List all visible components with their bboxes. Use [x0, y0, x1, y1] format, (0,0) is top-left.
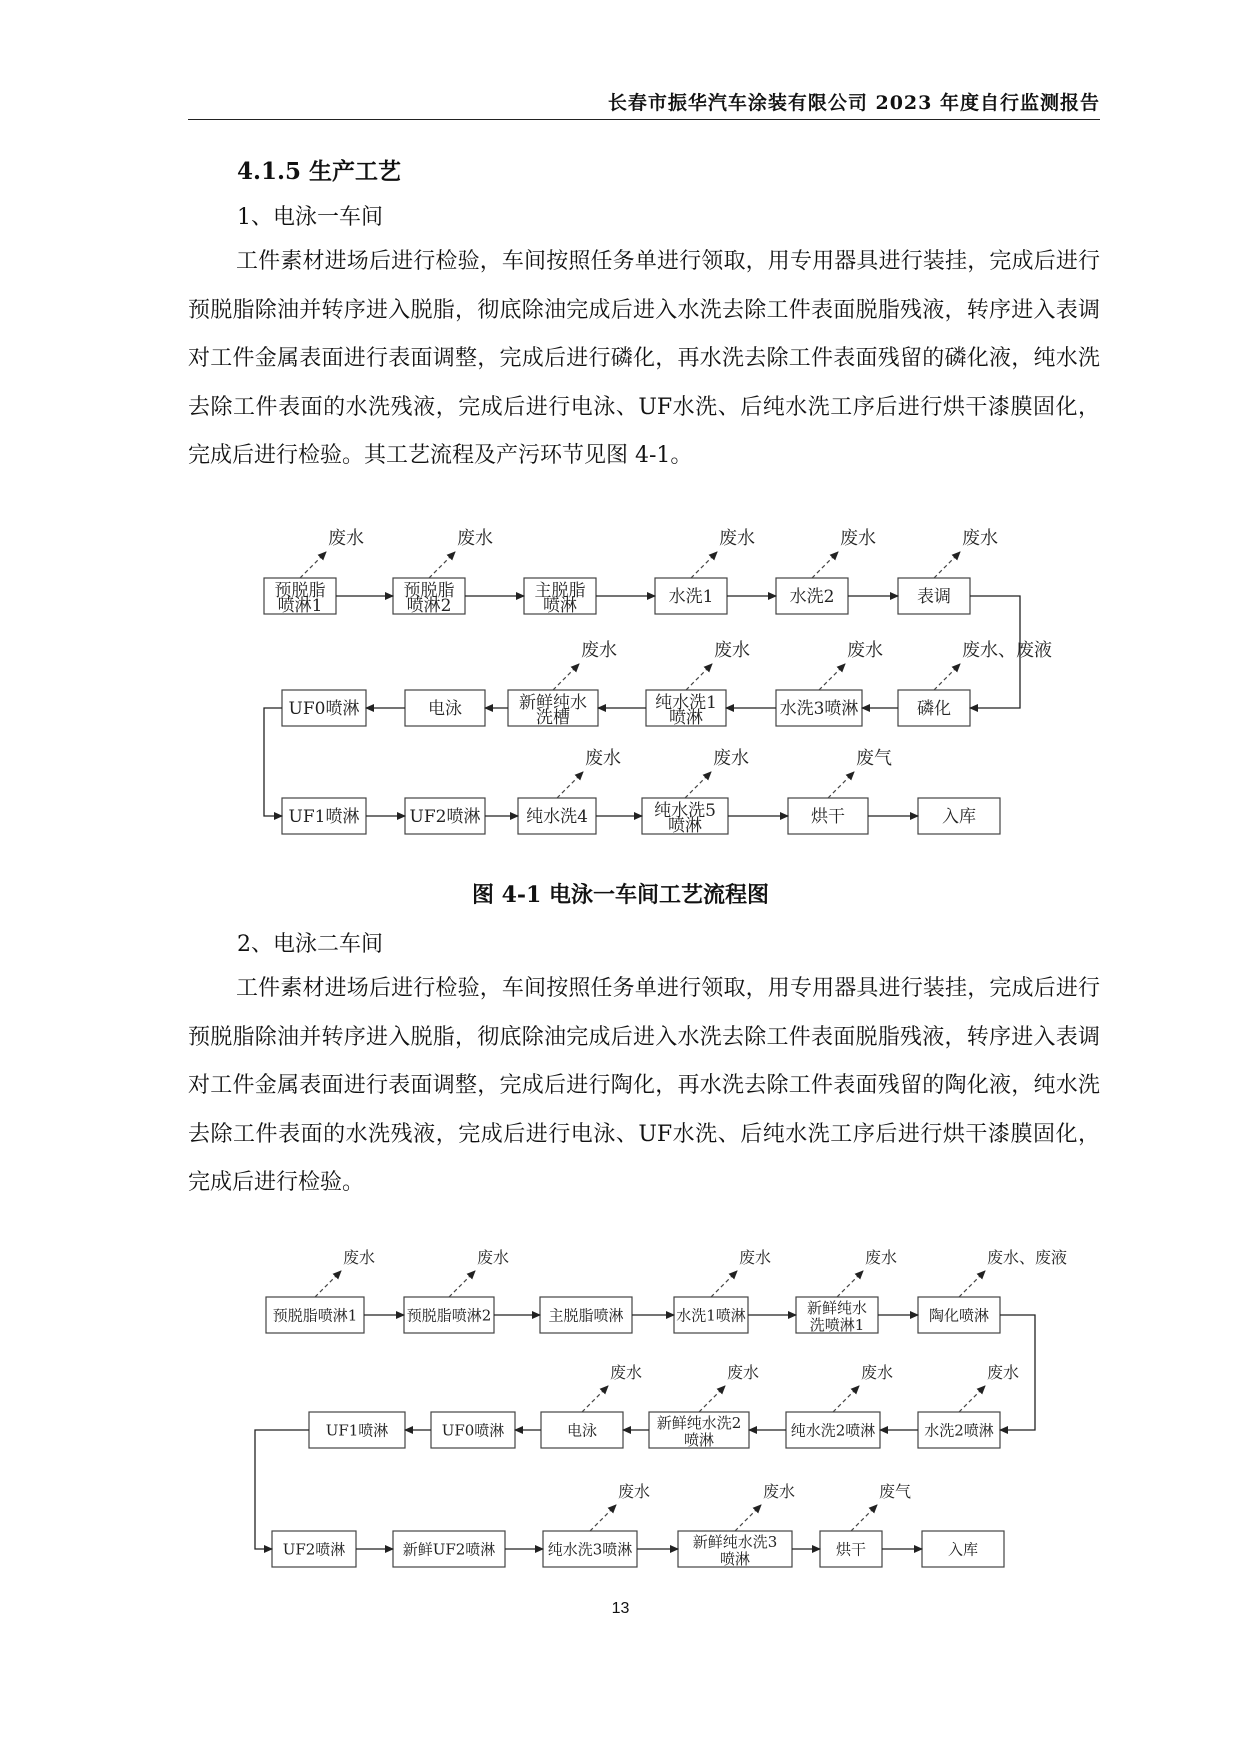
process-label: UF2喷淋 [409, 807, 481, 828]
process-step [404, 1248, 509, 1333]
process-step [776, 640, 883, 726]
emission-arrow [553, 664, 579, 690]
process-step [405, 798, 485, 834]
emission-arrow [735, 1505, 761, 1531]
process-label: 纯水洗1 [655, 693, 717, 713]
emission-label: 废水 [847, 640, 883, 661]
emission-arrow [819, 664, 845, 690]
process-label: 新鲜纯水洗3 [692, 1533, 778, 1551]
process-step [776, 528, 876, 614]
emission-arrow [934, 552, 960, 578]
process-step [642, 748, 749, 836]
emission-arrow [691, 552, 717, 578]
process-label: 陶化喷淋 [928, 1306, 990, 1325]
process-label: 纯水洗3喷淋 [547, 1540, 633, 1559]
process-label: 喷淋1 [277, 596, 323, 616]
emission-arrow [686, 664, 712, 690]
process-label: 烘干 [835, 1540, 867, 1559]
page-number: 13 [611, 1600, 630, 1617]
emission-arrow [837, 1271, 863, 1297]
process-label: 喷淋 [543, 596, 577, 616]
process-label: 纯水洗2喷淋 [790, 1421, 876, 1440]
process-step [266, 1248, 375, 1333]
process-label: 喷淋 [683, 1431, 715, 1449]
process-label: UF0喷淋 [441, 1421, 505, 1440]
emission-arrow [429, 552, 455, 578]
process-label: 新鲜纯水 [519, 693, 587, 713]
process-label: 喷淋 [719, 1550, 751, 1568]
emission-label: 废水 [865, 1248, 898, 1267]
process-label: 主脱脂喷淋 [548, 1306, 624, 1325]
emission-arrow [851, 1505, 877, 1531]
emission-label: 废水 [840, 528, 876, 549]
emission-arrow [557, 772, 583, 798]
emission-label: 废气 [856, 748, 892, 769]
emission-arrow [699, 1386, 725, 1412]
process-step [918, 1248, 1067, 1333]
emission-label: 废水 [962, 528, 998, 549]
process-step [393, 528, 493, 616]
workshop1-title: 1、电泳一车间 [237, 205, 383, 230]
process-step [918, 1363, 1019, 1448]
process-label: 表调 [917, 587, 951, 608]
emission-label: 废水 [585, 748, 621, 769]
process-step [393, 1531, 505, 1567]
emission-label: 废水 [861, 1363, 894, 1382]
process-label: 电泳 [428, 699, 462, 720]
row-connector-left [264, 708, 282, 816]
workshop2-paragraph: 工件素材进场后进行检验，车间按照任务单进行领取，用专用器具进行装挂，完成后进行预脱脂除油并转序进入脱脂，彻底除油完成后进入水洗去除工件表面脱脂残液，转序进入表调对工件金属表面进行表面调整，完成后进行陶化，再水洗去除工件表面残留的陶化液，纯水洗去除工件表面的水洗残液，完成后进行电泳、UF水洗、后纯水洗工序后进行烘干漆膜固化，完成后进行检验。 [188, 976, 1100, 1195]
emission-label: 废气 [879, 1482, 912, 1501]
header-rule [188, 119, 1100, 120]
process-label: 电泳 [566, 1421, 598, 1440]
emission-arrow [833, 1386, 859, 1412]
process-step [646, 640, 750, 728]
emission-label: 废水 [610, 1363, 643, 1382]
process-label: 水洗2喷淋 [924, 1421, 994, 1440]
process-label: 喷淋 [669, 708, 703, 728]
process-label: 洗槽 [536, 708, 570, 728]
process-step [405, 690, 485, 726]
process-label: 水洗2 [789, 587, 835, 608]
process-step [272, 1531, 356, 1567]
process-label: 主脱脂 [534, 581, 586, 601]
process-label: 纯水洗5 [654, 801, 716, 821]
process-label: 预脱脂喷淋1 [272, 1306, 358, 1325]
process-step [508, 640, 617, 728]
emission-label: 废水 [987, 1363, 1020, 1382]
emission-label: 废水、废液 [987, 1248, 1068, 1267]
process-step [524, 578, 596, 616]
emission-arrow [711, 1271, 737, 1297]
process-label: UF1喷淋 [288, 807, 360, 828]
emission-arrow [812, 552, 838, 578]
emission-label: 废水 [477, 1248, 510, 1267]
process-step [655, 528, 755, 614]
emission-arrow [300, 552, 326, 578]
process-step [918, 798, 1000, 834]
emission-label: 废水、废液 [962, 640, 1052, 661]
process-label: 入库 [942, 807, 976, 828]
process-flow-diagram-1 [0, 530, 1241, 890]
emission-arrow [934, 664, 960, 690]
process-step [678, 1482, 795, 1568]
emission-arrow [959, 1386, 985, 1412]
page-header: 长春市振华汽车涂装有限公司 2023 年度自行监测报告 [607, 92, 1100, 114]
process-label: 预脱脂喷淋2 [406, 1306, 492, 1325]
emission-arrow [685, 772, 711, 798]
process-step [922, 1531, 1004, 1567]
emission-label: 废水 [343, 1248, 376, 1267]
process-label: 新鲜纯水 [806, 1299, 868, 1317]
emission-label: 废水 [739, 1248, 772, 1267]
process-step [309, 1412, 405, 1448]
process-label: 喷淋2 [406, 596, 452, 616]
process-label: 水洗1 [668, 587, 714, 608]
process-label: 预脱脂 [403, 581, 455, 601]
emission-label: 废水 [714, 640, 750, 661]
process-label: 新鲜UF2喷淋 [402, 1540, 496, 1559]
process-label: 水洗3喷淋 [779, 699, 859, 720]
process-label: 磷化 [917, 699, 951, 720]
emission-label: 废水 [719, 528, 755, 549]
emission-label: 废水 [618, 1482, 651, 1501]
emission-label: 废水 [713, 748, 749, 769]
process-step [518, 748, 621, 834]
process-step [674, 1248, 771, 1333]
process-label: 水洗1喷淋 [676, 1306, 746, 1325]
emission-arrow [315, 1271, 341, 1297]
process-label: UF2喷淋 [282, 1540, 346, 1559]
process-step [540, 1297, 632, 1333]
emission-label: 废水 [727, 1363, 760, 1382]
emission-arrow [590, 1505, 616, 1531]
process-label: 洗喷淋1 [809, 1316, 865, 1334]
process-step [282, 690, 366, 726]
process-label: UF0喷淋 [288, 699, 360, 720]
process-step [541, 1363, 642, 1448]
workshop1-paragraph: 工件素材进场后进行检验，车间按照任务单进行领取，用专用器具进行装挂，完成后进行预脱脂除油并转序进入脱脂，彻底除油完成后进入水洗去除工件表面脱脂残液，转序进入表调对工件金属表面进行表面调整，完成后进行磷化，再水洗去除工件表面残留的磷化液，纯水洗去除工件表面的水洗残液，完成后进行电泳、UF水洗、后纯水洗工序后进行烘干漆膜固化，完成后进行检验。其工艺流程及产污环节见图 4-1。 [188, 249, 1100, 468]
process-step [649, 1363, 759, 1449]
process-step [796, 1248, 897, 1334]
figure-4-1-caption: 图 4-1 电泳一车间工艺流程图 [471, 882, 770, 908]
emission-arrow [959, 1271, 985, 1297]
emission-label: 废水 [763, 1482, 796, 1501]
process-step [898, 640, 1052, 726]
process-label: 预脱脂 [274, 581, 326, 601]
process-label: 纯水洗4 [526, 807, 588, 828]
emission-arrow [449, 1271, 475, 1297]
process-step [820, 1482, 911, 1567]
emission-label: 废水 [328, 528, 364, 549]
process-label: 喷淋 [668, 816, 702, 836]
process-step [788, 748, 892, 834]
emission-arrow [582, 1386, 608, 1412]
emission-label: 废水 [457, 528, 493, 549]
section-heading: 4.1.5 生产工艺 [237, 158, 402, 185]
process-step [431, 1412, 515, 1448]
process-label: UF1喷淋 [325, 1421, 389, 1440]
process-step [282, 798, 366, 834]
process-label: 烘干 [811, 807, 845, 828]
process-label: 新鲜纯水洗2 [656, 1414, 742, 1432]
process-flow-diagram-2 [0, 1250, 1241, 1590]
process-label: 入库 [947, 1540, 979, 1559]
process-step [786, 1363, 893, 1448]
workshop2-title: 2、电泳二车间 [237, 932, 383, 957]
process-step [543, 1482, 650, 1567]
process-step [898, 528, 998, 614]
emission-arrow [828, 772, 854, 798]
process-step [264, 528, 364, 616]
emission-label: 废水 [581, 640, 617, 661]
